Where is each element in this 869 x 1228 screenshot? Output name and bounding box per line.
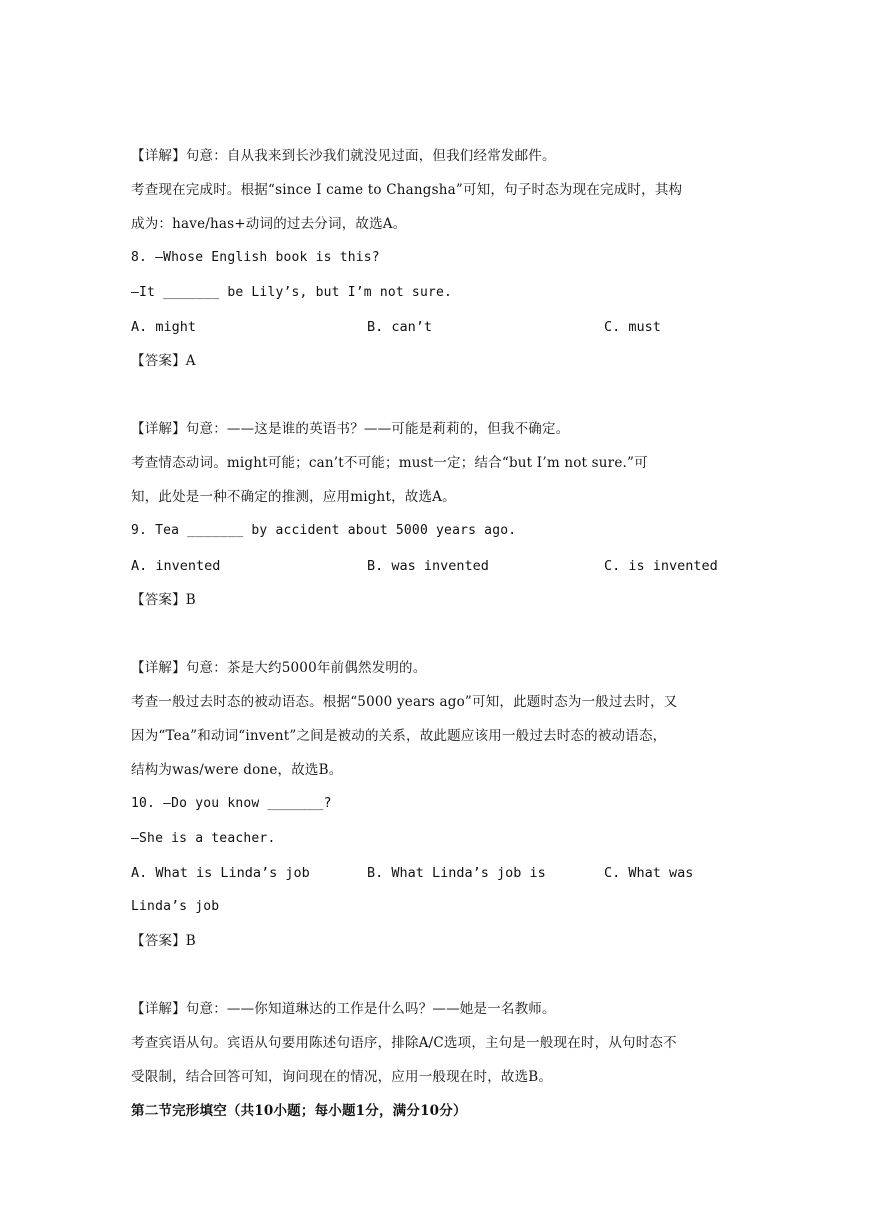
q9-stem: 9. Tea _______ by accident about 5000 years ago. [131, 523, 517, 538]
q10-reply: —She is a teacher. [131, 831, 276, 846]
q10-option-b: B. What Linda’s job is [367, 865, 546, 881]
q10-analysis-line-2: 受限制，结合回答可知，询问现在的情况，应用一般现在时，故选B。 [131, 1069, 553, 1085]
q9-answer: 【答案】B [131, 592, 196, 608]
section-heading: 第二节完形填空（共10小题；每小题1分，满分10分） [131, 1103, 467, 1119]
q10-option-a: A. What is Linda’s job [131, 865, 310, 881]
q10-option-c: C. What was [604, 865, 694, 881]
q9-option-c: C. is invented [604, 558, 718, 574]
q8-analysis-line-1: 考查情态动词。might可能；can’t不可能；must一定；结合“but I’m not sure.”可 [131, 455, 648, 471]
q8-answer: 【答案】A [131, 353, 196, 369]
q9-detail: 【详解】句意：茶是大约5000年前偶然发明的。 [131, 660, 427, 676]
q8-reply: —It _______ be Lily’s, but I’m not sure. [131, 285, 453, 300]
q8-analysis-line-2: 知，此处是一种不确定的推测，应用might，故选A。 [131, 489, 456, 505]
q8-option-c: C. must [604, 319, 661, 335]
q10-analysis-line-1: 考查宾语从句。宾语从句要用陈述句语序，排除A/C选项，主句是一般现在时，从句时态不 [131, 1035, 677, 1051]
q7-analysis-line-1: 考查现在完成时。根据“since I came to Changsha”可知，句子时态为现在完成时，其构 [131, 182, 683, 198]
q10-stem: 10. —Do you know _______? [131, 796, 332, 811]
q9-option-a: A. invented [131, 558, 221, 574]
q8-stem: 8. —Whose English book is this? [131, 250, 380, 265]
q7-detail: 【详解】句意：自从我来到长沙我们就没见过面，但我们经常发邮件。 [131, 148, 556, 164]
q9-option-b: B. was invented [367, 558, 489, 574]
q10-detail: 【详解】句意：——你知道琳达的工作是什么吗？——她是一名教师。 [131, 1001, 556, 1017]
q9-analysis-line-1: 考查一般过去时态的被动语态。根据“5000 years ago”可知，此题时态为一般过去时，又 [131, 694, 678, 710]
q10-option-c-continued: Linda’s job [131, 899, 220, 914]
q8-detail: 【详解】句意：——这是谁的英语书？——可能是莉莉的，但我不确定。 [131, 421, 570, 437]
q7-analysis-line-2: 成为：have/has+动词的过去分词，故选A。 [131, 216, 407, 232]
q9-analysis-line-2: 因为“Tea”和动词“invent”之间是被动的关系，故此题应该用一般过去时态的被动语态， [131, 728, 667, 744]
q8-option-b: B. can’t [367, 319, 433, 335]
q8-option-a: A. might [131, 319, 197, 335]
q10-answer: 【答案】B [131, 933, 196, 949]
q9-analysis-line-3: 结构为was/were done，故选B。 [131, 762, 343, 778]
